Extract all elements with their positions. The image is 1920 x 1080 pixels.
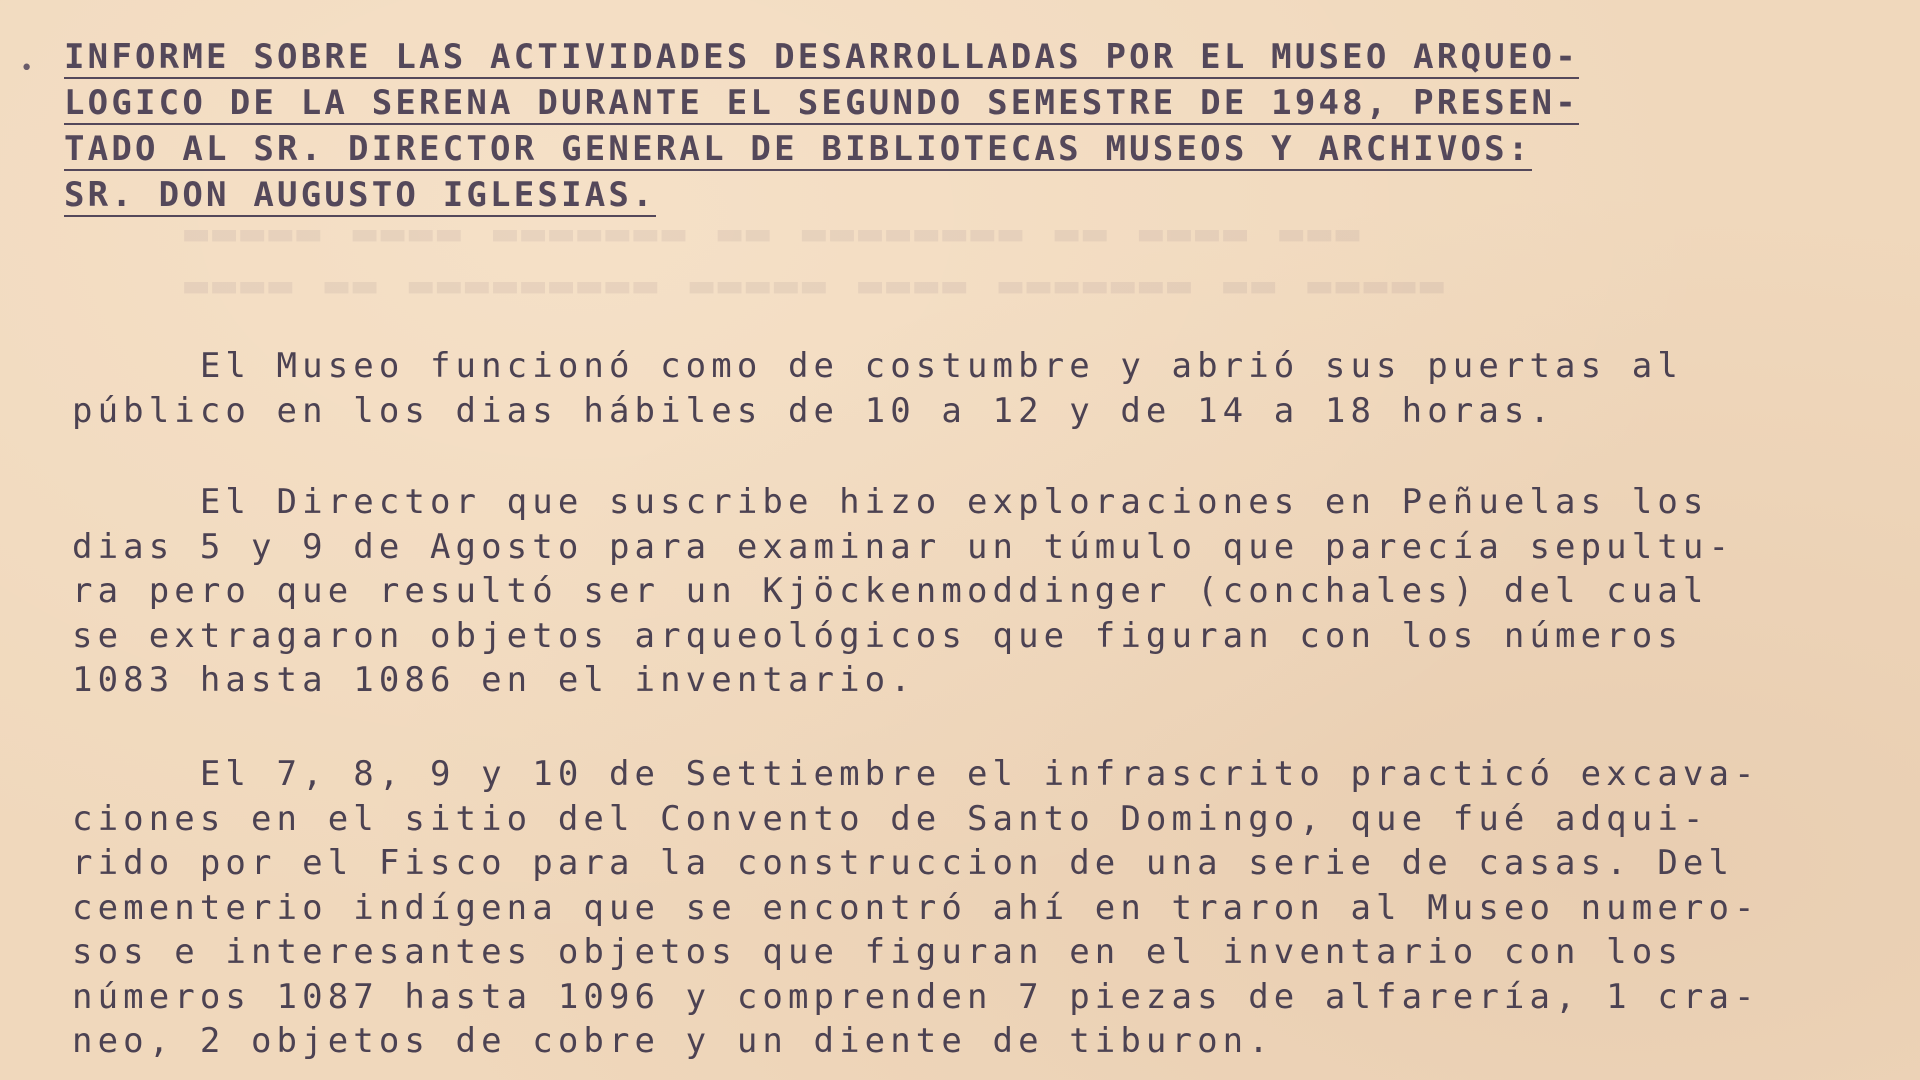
title-line: INFORME SOBRE LAS ACTIVIDADES DESARROLLADAS POR EL MUSEO ARQUEO- xyxy=(64,37,1579,77)
margin-mark: • xyxy=(20,56,34,81)
paragraph-penuelas-exploration xyxy=(72,480,1872,703)
show-through-text: ▬▬▬▬▬ ▬▬ ▬▬▬▬▬▬▬ ▬▬▬▬ ▬▬▬▬▬ ▬▬▬▬▬▬▬▬▬ ▬▬ ▬▬▬▬ xyxy=(180,262,1444,308)
text-line: números 1087 hasta 1096 y comprenden 7 piezas de alfarería, 1 cra- xyxy=(72,976,1760,1017)
text-line: El 7, 8, 9 y 10 de Settiembre el infrascrito practicó excava- xyxy=(72,754,1760,794)
text-line: sos e interesantes objetos que figuran en el inventario con los xyxy=(72,932,1683,972)
document-title xyxy=(64,34,1864,218)
text-line: cementerio indígena que se encontró ahí en traron al Museo numero- xyxy=(72,887,1760,928)
text-line: público en los dias hábiles de 10 a 12 y de 14 a 18 horas. xyxy=(72,390,1556,431)
text-line: El Director que suscribe hizo exploraciones en Peñuelas los xyxy=(72,482,1709,522)
paragraph-museum-hours xyxy=(72,344,1872,433)
text-line: rido por el Fisco para la construccion de una serie de casas. Del xyxy=(72,843,1735,883)
text-line: 1083 hasta 1086 en el inventario. xyxy=(72,660,916,700)
text-line: El Museo funcionó como de costumbre y abrió sus puertas al xyxy=(72,346,1683,386)
paragraph-santo-domingo-excavation xyxy=(72,752,1872,1064)
text-line: ra pero que resultó ser un Kjöckenmoddinger (conchales) del cual xyxy=(72,571,1709,611)
text-line: ciones en el sitio del Convento de Santo Domingo, que fué adqui- xyxy=(72,798,1709,839)
text-line: dias 5 y 9 de Agosto para examinar un túmulo que parecía sepultu- xyxy=(72,526,1735,567)
text-line: neo, 2 objetos de cobre y un diente de tiburon. xyxy=(72,1021,1274,1061)
title-line: TADO AL SR. DIRECTOR GENERAL DE BIBLIOTECAS MUSEOS Y ARCHIVOS: xyxy=(64,129,1532,169)
text-line: se extragaron objetos arqueológicos que figuran con los números xyxy=(72,615,1683,656)
show-through-text: ▬▬▬ ▬▬▬▬ ▬▬ ▬▬▬▬▬▬▬▬ ▬▬ ▬▬▬▬▬▬▬ ▬▬▬▬ ▬▬▬▬▬ xyxy=(180,210,1360,256)
title-line: SR. DON AUGUSTO IGLESIAS. xyxy=(64,175,656,215)
title-line: LOGICO DE LA SERENA DURANTE EL SEGUNDO SEMESTRE DE 1948, PRESEN- xyxy=(64,83,1579,123)
